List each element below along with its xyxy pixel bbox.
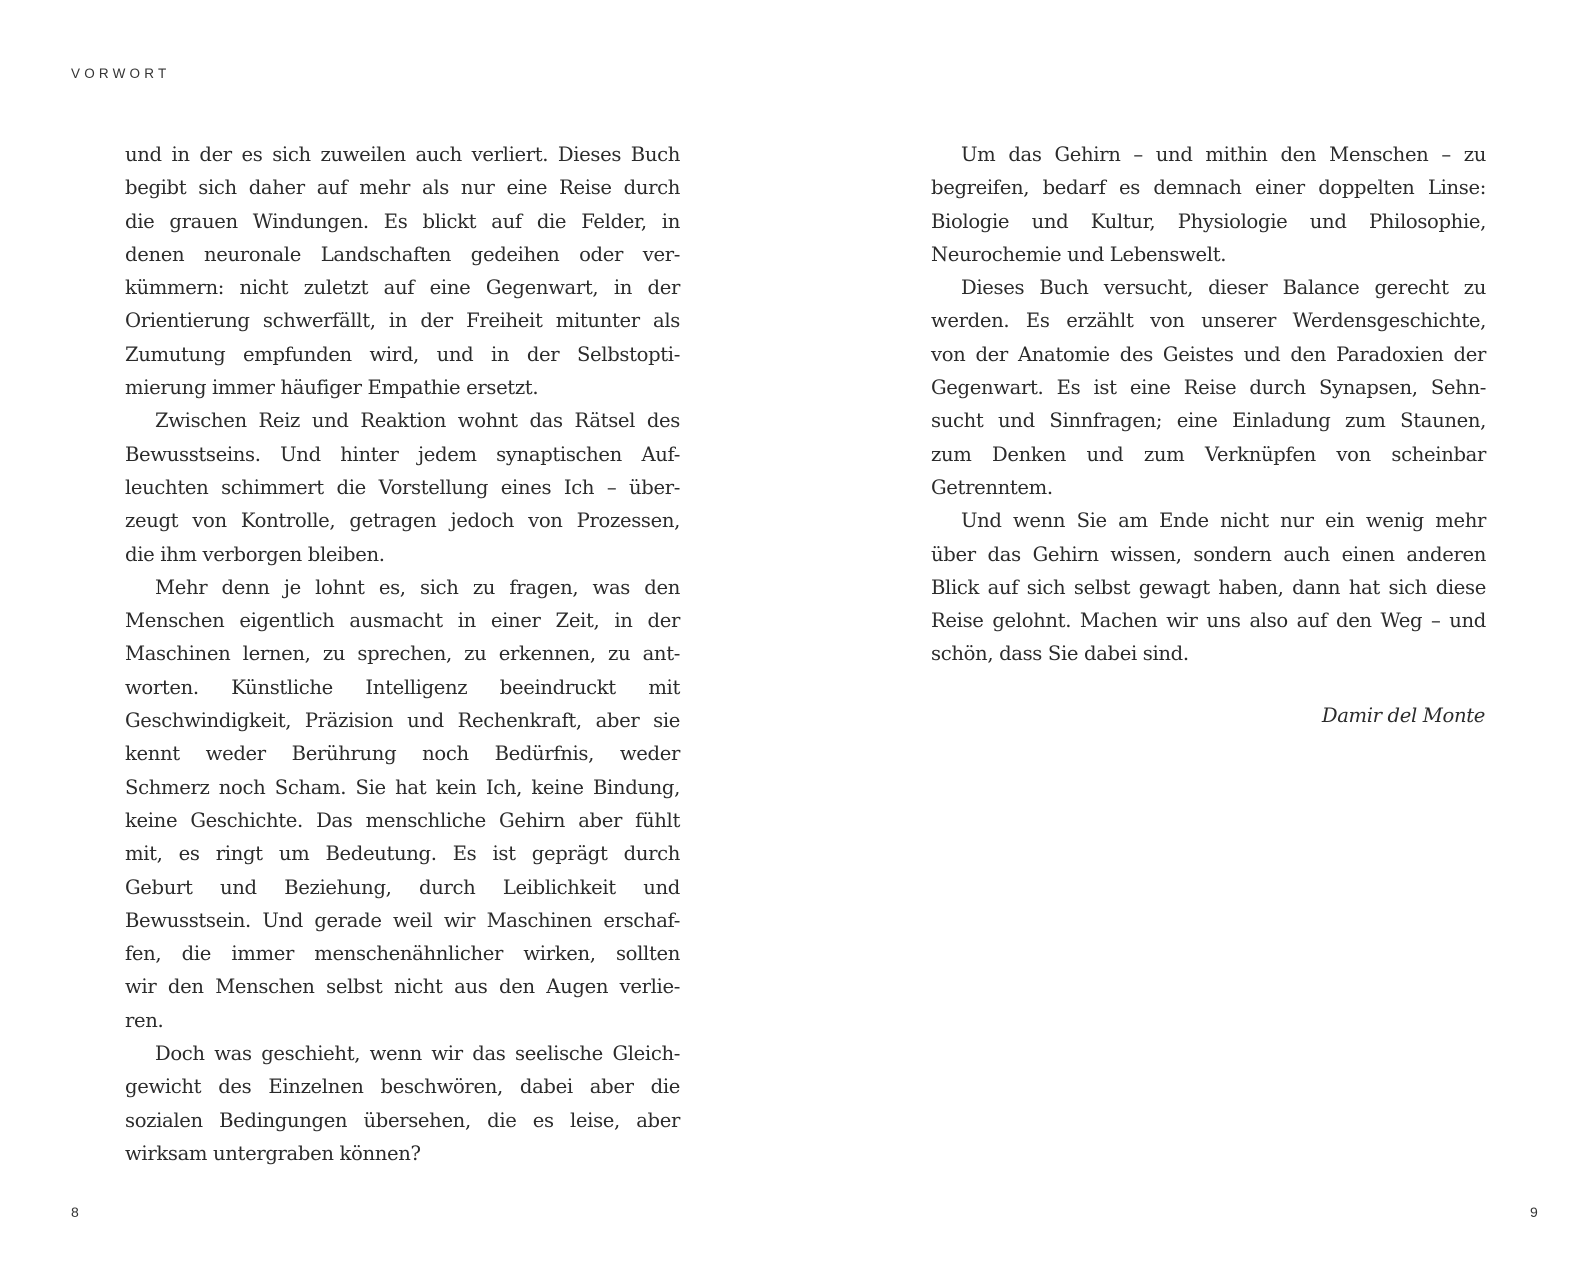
text-line: Reise gelohnt. Machen wir uns also auf den Weg – und xyxy=(931,609,1486,633)
text-line: mierung immer häufiger Empathie ersetzt. xyxy=(125,376,539,400)
text-line: begibt sich daher auf mehr als nur eine Reise durch xyxy=(125,176,680,200)
text-line: Doch was geschieht, wenn wir das seelische Gleich- xyxy=(155,1042,680,1066)
text-line: Menschen eigentlich ausmacht in einer Zeit, in der xyxy=(125,609,680,633)
text-line: Zwischen Reiz und Reaktion wohnt das Rätsel des xyxy=(155,409,680,433)
text-line: Um das Gehirn – und mithin den Menschen – zu xyxy=(961,143,1486,166)
text-line: Und wenn Sie am Ende nicht nur ein wenig mehr xyxy=(961,509,1486,533)
text-line: Neurochemie und Lebenswelt. xyxy=(931,242,1227,266)
text-line: Biologie und Kultur, Physiologie und Philosophie, xyxy=(931,209,1486,233)
text-line: sucht und Sinnfragen; eine Einladung zum Staunen, xyxy=(931,409,1486,433)
text-line: wir den Menschen selbst nicht aus den Augen verlie- xyxy=(125,975,680,999)
left-page-body xyxy=(125,138,680,1170)
text-line: kennt weder Berührung noch Bedürfnis, weder xyxy=(125,742,680,766)
text-line: mit, es ringt um Bedeutung. Es ist geprägt durch xyxy=(125,842,680,866)
text-line: ren. xyxy=(125,1008,164,1032)
running-head: VORWORT xyxy=(71,66,171,81)
text-line: leuchten schimmert die Vorstellung eines Ich – über- xyxy=(125,475,680,499)
text-line: Bewusstseins. Und hinter jedem synaptischen Auf- xyxy=(125,442,680,466)
text-line: Dieses Buch versucht, dieser Balance gerecht zu xyxy=(961,276,1486,300)
text-line: die ihm verborgen bleiben. xyxy=(125,542,385,566)
text-line: Mehr denn je lohnt es, sich zu fragen, was den xyxy=(155,575,680,599)
page-number-right: 9 xyxy=(1530,1204,1538,1220)
text-line: sozialen Bedingungen übersehen, die es leise, aber xyxy=(125,1108,680,1132)
text-line: fen, die immer menschenähnlicher wirken, sollten xyxy=(125,942,680,966)
text-line: worten. Künstliche Intelligenz beeindruckt mit xyxy=(125,675,680,699)
text-line: über das Gehirn wissen, sondern auch einen anderen xyxy=(931,542,1486,566)
text-line: schön, dass Sie dabei sind. xyxy=(931,642,1189,666)
text-line: denen neuronale Landschaften gedeihen oder ver- xyxy=(125,242,680,266)
text-line: Getrenntem. xyxy=(931,475,1053,499)
text-line: keine Geschichte. Das menschliche Gehirn aber fühlt xyxy=(125,808,680,832)
author-signature: Damir del Monte xyxy=(1321,704,1485,727)
text-line: Maschinen lernen, zu sprechen, zu erkennen, zu ant- xyxy=(125,642,680,666)
text-line: begreifen, bedarf es demnach einer doppelten Linse: xyxy=(931,176,1486,200)
text-line: wirksam untergraben können? xyxy=(125,1141,421,1165)
text-line: Gegenwart. Es ist eine Reise durch Synapsen, Sehn- xyxy=(931,376,1486,400)
text-line: Geschwindigkeit, Präzision und Rechenkraft, aber sie xyxy=(125,709,680,733)
text-line: Orientierung schwerfällt, in der Freiheit mitunter als xyxy=(125,309,680,333)
text-line: Bewusstsein. Und gerade weil wir Maschinen erschaf- xyxy=(125,908,680,932)
page-number-left: 8 xyxy=(71,1204,79,1220)
text-line: Blick auf sich selbst gewagt haben, dann hat sich diese xyxy=(931,575,1486,599)
text-line: zum Denken und zum Verknüpfen von scheinbar xyxy=(931,442,1486,466)
text-line: Schmerz noch Scham. Sie hat kein Ich, keine Bindung, xyxy=(125,775,680,799)
text-line: die grauen Windungen. Es blickt auf die Felder, in xyxy=(125,209,680,233)
right-page-body xyxy=(931,138,1486,671)
text-line: zeugt von Kontrolle, getragen jedoch von Prozessen, xyxy=(125,509,680,533)
text-line: Geburt und Beziehung, durch Leiblichkeit und xyxy=(125,875,680,899)
text-line: gewicht des Einzelnen beschwören, dabei aber die xyxy=(125,1075,680,1099)
text-line: von der Anatomie des Geistes und den Paradoxien der xyxy=(931,342,1486,366)
text-line: Zumutung empfunden wird, und in der Selbstopti- xyxy=(125,342,680,366)
text-line: und in der es sich zuweilen auch verliert. Dieses Buch xyxy=(125,143,680,166)
text-line: werden. Es erzählt von unserer Werdensgeschichte, xyxy=(931,309,1486,333)
text-line: kümmern: nicht zuletzt auf eine Gegenwart, in der xyxy=(125,276,680,300)
